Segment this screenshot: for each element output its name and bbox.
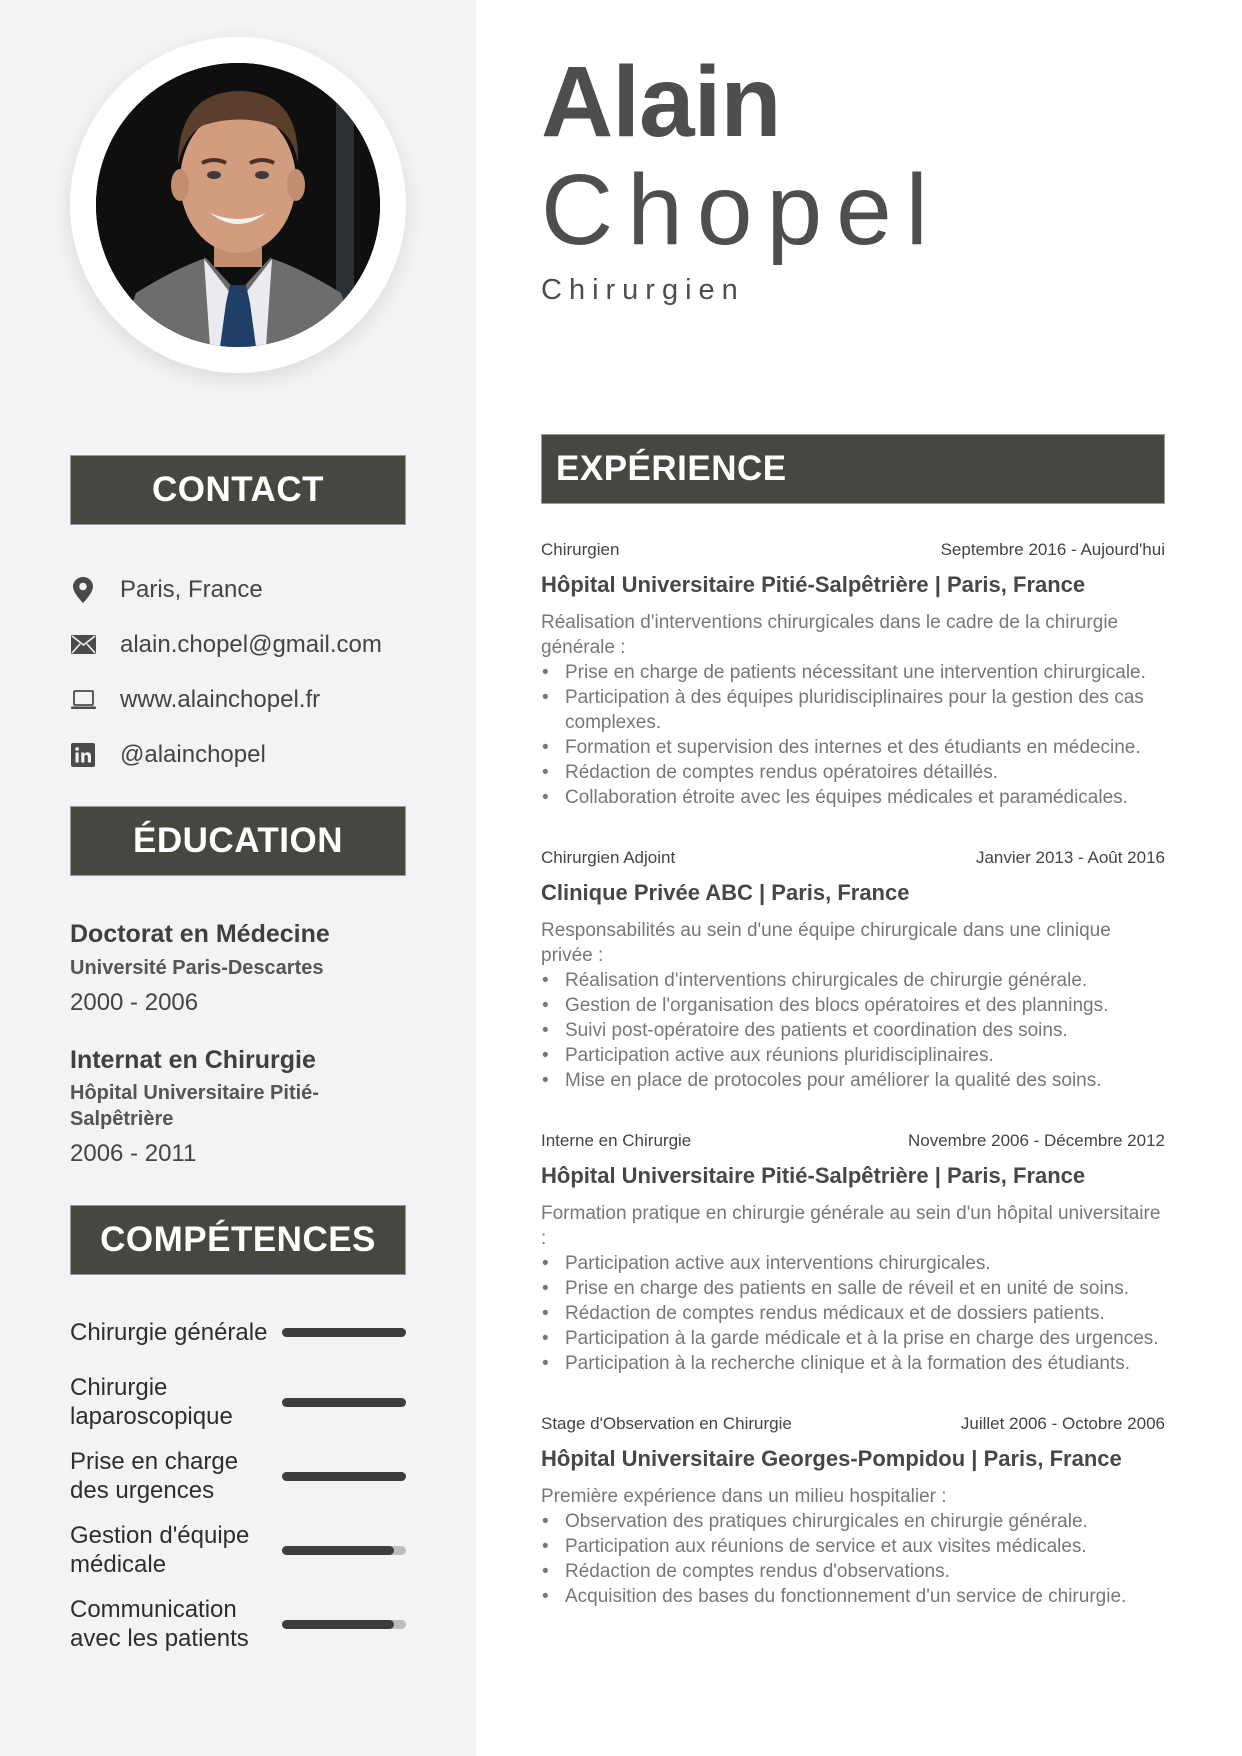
skill-level-fill <box>282 1620 394 1629</box>
experience-meta <box>541 1412 1165 1436</box>
laptop-icon <box>70 687 96 713</box>
skill-row <box>70 1373 406 1431</box>
experience-dates: Juillet 2006 - Octobre 2006 <box>960 1414 1165 1433</box>
skill-level-fill <box>282 1328 406 1337</box>
skill-name: Gestion d'équipe médicale <box>70 1522 250 1578</box>
envelope-icon <box>70 632 96 658</box>
education-item <box>70 918 410 1018</box>
education-years: 2006 - 2011 <box>70 1140 197 1168</box>
experience-bullet: • Collaboration étroite avec les équipes médicales et paramédicales. <box>541 785 1165 810</box>
skill-row <box>70 1447 406 1505</box>
experience-item <box>541 1129 1165 1376</box>
skill-name: Prise en charge des urgences <box>70 1448 239 1504</box>
experience-section-header <box>541 434 1165 504</box>
education-list <box>70 918 410 1195</box>
experience-bullets <box>541 1251 1165 1376</box>
experience-bullet: • Formation et supervision des internes et des étudiants en médecine. <box>541 735 1165 760</box>
experience-meta <box>541 846 1165 870</box>
skill-row <box>70 1595 406 1653</box>
experience-bullet: • Rédaction de comptes rendus opératoires détaillés. <box>541 760 1165 785</box>
skill-level-bar <box>282 1620 406 1629</box>
experience-bullet: • Réalisation d'interventions chirurgicales de chirurgie générale. <box>541 968 1165 993</box>
experience-bullet: • Participation à des équipes pluridisciplinaires pour la gestion des cas complexes. <box>541 685 1165 735</box>
experience-meta <box>541 1129 1165 1153</box>
contact-linkedin-text[interactable]: @alainchopel <box>120 740 266 768</box>
contact-location <box>70 562 450 617</box>
map-pin-icon <box>70 577 96 603</box>
first-name: Alain <box>541 46 781 158</box>
experience-bullet: • Prise en charge de patients nécessitant une intervention chirurgicale. <box>541 660 1165 685</box>
experience-role: Stage d'Observation en Chirurgie <box>541 1414 792 1433</box>
sidebar <box>0 0 476 1756</box>
experience-organization: Hôpital Universitaire Georges-Pompidou | Paris, France <box>541 1446 1122 1471</box>
skill-name: Chirurgie générale <box>70 1319 268 1346</box>
contact-email[interactable] <box>70 617 450 672</box>
experience-bullet: • Suivi post-opératoire des patients et coordination des soins. <box>541 1018 1165 1043</box>
profile-photo-frame <box>70 37 406 373</box>
contact-linkedin[interactable] <box>70 727 450 782</box>
last-name: Chopel <box>541 154 942 266</box>
contact-location-text: Paris, France <box>120 575 263 603</box>
profile-photo <box>96 63 380 347</box>
experience-role: Chirurgien <box>541 540 620 559</box>
experience-organization: Hôpital Universitaire Pitié-Salpêtrière | Paris, France <box>541 572 1086 597</box>
skill-level-bar <box>282 1398 406 1407</box>
contact-website-text[interactable]: www.alainchopel.fr <box>120 685 321 713</box>
job-title: Chirurgien <box>541 274 745 306</box>
experience-item <box>541 846 1165 1093</box>
experience-item <box>541 538 1165 810</box>
experience-heading: EXPÉRIENCE <box>556 449 787 488</box>
linkedin-icon <box>70 742 96 768</box>
education-section-header <box>70 806 406 876</box>
experience-bullets <box>541 1509 1165 1609</box>
portrait-image <box>96 63 380 347</box>
experience-bullet: • Mise en place de protocoles pour améliorer la qualité des soins. <box>541 1068 1165 1093</box>
skill-row <box>70 1318 406 1347</box>
contact-list <box>70 562 450 782</box>
experience-dates: Septembre 2016 - Aujourd'hui <box>940 540 1165 559</box>
education-years: 2000 - 2006 <box>70 988 199 1016</box>
experience-bullets <box>541 660 1165 810</box>
contact-heading: CONTACT <box>152 470 324 509</box>
experience-role: Interne en Chirurgie <box>541 1131 692 1150</box>
main-content <box>476 0 1242 1756</box>
experience-bullet: • Participation à la garde médicale et à la prise en charge des urgences. <box>541 1326 1165 1351</box>
education-item <box>70 1044 410 1170</box>
skills-list <box>70 1318 406 1653</box>
experience-bullet: • Rédaction de comptes rendus médicaux et de dossiers patients. <box>541 1301 1165 1326</box>
experience-list <box>541 538 1165 1645</box>
experience-description: Formation pratique en chirurgie générale au sein d'un hôpital universitaire : <box>541 1203 1161 1249</box>
contact-section-header <box>70 455 406 525</box>
experience-bullets <box>541 968 1165 1093</box>
skill-level-fill <box>282 1472 406 1481</box>
experience-bullet: • Participation à la recherche clinique et à la formation des étudiants. <box>541 1351 1165 1376</box>
experience-meta <box>541 538 1165 562</box>
education-degree: Doctorat en Médecine <box>70 920 330 948</box>
education-degree: Internat en Chirurgie <box>70 1045 316 1074</box>
experience-organization: Hôpital Universitaire Pitié-Salpêtrière | Paris, France <box>541 1163 1086 1188</box>
contact-email-text[interactable]: alain.chopel@gmail.com <box>120 630 382 658</box>
experience-bullet: • Participation active aux interventions chirurgicales. <box>541 1251 1165 1276</box>
experience-bullet: • Participation aux réunions de service et aux visites médicales. <box>541 1534 1165 1559</box>
experience-dates: Janvier 2013 - Août 2016 <box>975 848 1165 867</box>
experience-role: Chirurgien Adjoint <box>541 848 676 867</box>
skill-name: Communication avec les patients <box>70 1596 249 1652</box>
education-school: Université Paris-Descartes <box>70 956 324 979</box>
skill-name: Chirurgie laparoscopique <box>70 1374 233 1430</box>
experience-item <box>541 1412 1165 1609</box>
experience-bullet: • Gestion de l'organisation des blocs opératoires et des plannings. <box>541 993 1165 1018</box>
experience-description: Première expérience dans un milieu hospitalier : <box>541 1486 947 1507</box>
skill-level-bar <box>282 1546 406 1555</box>
skills-section-header <box>70 1205 406 1275</box>
experience-description: Responsabilités au sein d'une équipe chirurgicale dans une clinique privée : <box>541 920 1111 966</box>
skill-level-bar <box>282 1328 406 1337</box>
experience-description: Réalisation d'interventions chirurgicales dans le cadre de la chirurgie générale : <box>541 612 1119 658</box>
skill-level-bar <box>282 1472 406 1481</box>
education-heading: ÉDUCATION <box>133 821 343 860</box>
skill-level-fill <box>282 1398 406 1407</box>
skill-row <box>70 1521 406 1579</box>
experience-bullet: • Participation active aux réunions pluridisciplinaires. <box>541 1043 1165 1068</box>
experience-bullet: • Acquisition des bases du fonctionnement d'un service de chirurgie. <box>541 1584 1165 1609</box>
experience-bullet: • Rédaction de comptes rendus d'observations. <box>541 1559 1165 1584</box>
education-school: Hôpital Universitaire Pitié-Salpêtrière <box>70 1082 319 1131</box>
experience-bullet: • Observation des pratiques chirurgicales en chirurgie générale. <box>541 1509 1165 1534</box>
contact-website[interactable] <box>70 672 450 727</box>
skill-level-fill <box>282 1546 394 1555</box>
skills-heading: COMPÉTENCES <box>100 1220 376 1259</box>
experience-dates: Novembre 2006 - Décembre 2012 <box>907 1131 1165 1150</box>
experience-organization: Clinique Privée ABC | Paris, France <box>541 880 910 905</box>
experience-bullet: • Prise en charge des patients en salle de réveil et en unité de soins. <box>541 1276 1165 1301</box>
